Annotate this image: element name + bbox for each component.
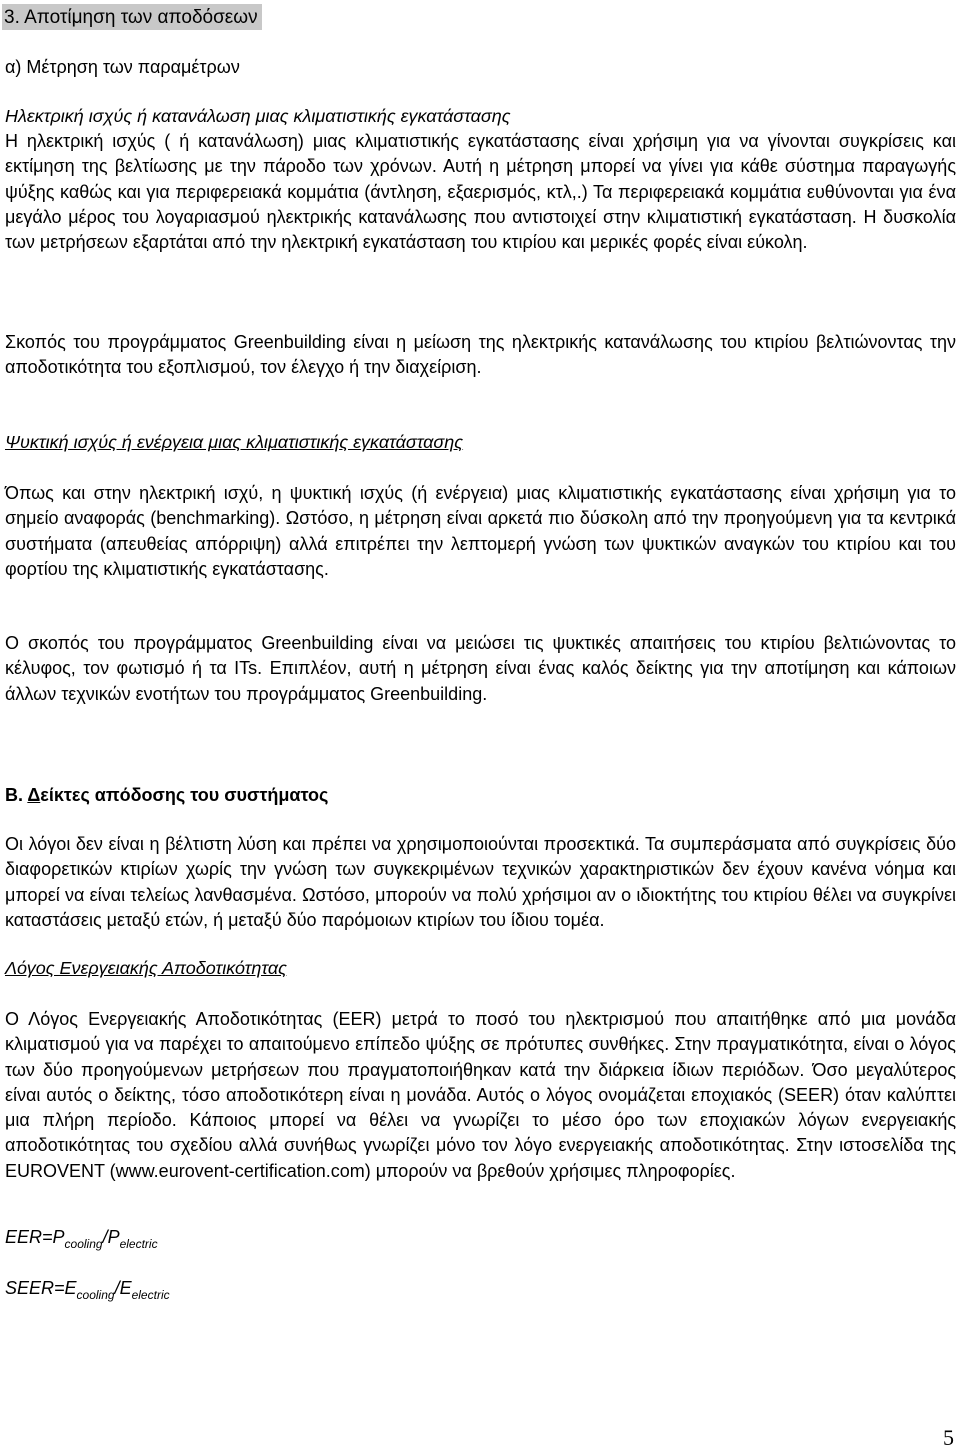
formula-seer-mid: /E xyxy=(114,1278,132,1298)
section-title: 3. Αποτίμηση των αποδόσεων xyxy=(2,4,262,30)
paragraph-greenbuilding-electric: Σκοπός του προγράμματος Greenbuilding είναι η μείωση της ηλεκτρικής κατανάλωσης του κτιρίου βελτιώνοντας την αποδοτικότητα του εξοπλισμού, τον έλεγχο ή την διαχείριση. xyxy=(5,332,956,378)
formula-eer xyxy=(5,1225,158,1256)
cooling-power-heading: Ψυκτική ισχύς ή ενέργεια μιας κλιματιστικής εγκατάστασης xyxy=(5,432,464,452)
formula-seer xyxy=(5,1276,170,1307)
section-b-heading xyxy=(5,783,328,807)
section-b-title: είκτες απόδοσης του συστήματος xyxy=(40,785,329,805)
formula-eer-lhs: EER=P xyxy=(5,1227,65,1247)
section-b-prefix: Β. xyxy=(5,785,28,805)
paragraph-electric-power: Η ηλεκτρική ισχύς ( ή κατανάλωση) μιας κλιματιστικής εγκατάστασης είναι χρήσιμη για να γίνονται συγκρίσεις και εκτίμηση της βελτίωσης με την πάροδο των χρόνων. Αυτή η μέτρηση μπορεί να γίνει για κάθε σύστημα παραγωγής ψύξης καθώς και για περιφερειακά κομμάτια (άντληση, εξαερισμός, κτλ,.) Τα περιφερειακά κομμάτια ευθύνονται για ένα μεγάλο μέρος του λογαριασμού ηλεκτρικής κατανάλωσης που αντιστοιχεί στην κλιματιστική εγκατάσταση. Η δυσκολία των μετρήσεων εξαρτάται από την ηλεκτρική εγκατάσταση του κτιρίου και μερικές φορές είναι εύκολη. xyxy=(5,131,956,253)
formula-seer-sub-electric: electric xyxy=(131,1288,170,1302)
page-number: 5 xyxy=(943,1425,954,1450)
electric-power-heading: Ηλεκτρική ισχύς ή κατανάλωση μιας κλιματιστικής εγκατάστασης xyxy=(5,106,511,126)
subsection-a-heading: α) Μέτρηση των παραμέτρων xyxy=(5,57,240,77)
formula-eer-mid: /P xyxy=(102,1227,120,1247)
formula-seer-sub-cooling: cooling xyxy=(76,1288,115,1302)
eer-heading: Λόγος Ενεργειακής Αποδοτικότητας xyxy=(5,958,287,978)
paragraph-eer: Ο Λόγος Ενεργειακής Αποδοτικότητας (EER) μετρά το ποσό του ηλεκτρισμού που απαιτήθηκε από μια μονάδα κλιματισμού για να παρέχει το απαιτούμενο επίπεδο ψύξης σε πρότυπες συνθήκες. Στην πραγματικότητα, είναι ο λόγος των δύο προηγούμενων μετρήσεων που πραγματοποιήθηκαν κατά την διάρκεια ίδιων περιόδων. Όσο μεγαλύτερος είναι αυτός ο δείκτης, τόσο αποδοτικότερη είναι η μονάδα. Αυτός ο λόγος ονομάζεται εποχιακός (SEER) όταν καλύπτει μια πλήρη περίοδο. Κάποιος μπορεί να θέλει να γνωρίζει το μέσο όρο των εποχιακών λόγων ενεργειακής αποδοτικότητας του σχεδίου αλλά συνήθως γνωρίζει μόνο τον λόγο ενεργειακής αποδοτικότητας. Στην ιστοσελίδα της EUROVENT (www.eurovent-certification.com) μπορούν να βρεθούν χρήσιμες πληροφορίες. xyxy=(5,1009,956,1181)
section-b-first-letter: Δ xyxy=(27,785,41,805)
paragraph-cooling-power: Όπως και στην ηλεκτρική ισχύ, η ψυκτική ισχύς (ή ενέργεια) μιας κλιματιστικής εγκατάστασης είναι χρήσιμη για το σημείο αναφοράς (benchmarking). Ωστόσο, η μέτρηση είναι αρκετά πιο δύσκολη από την προηγούμενη για τα κεντρικά συστήματα (απευθείας απόρριψη) αλλά επιτρέπει την λεπτομερή γνώση των ψυκτικών αναγκών του κτιρίου και του φορτίου της κλιματιστικής εγκατάστασης. xyxy=(5,483,956,579)
paragraph-ratios: Οι λόγοι δεν είναι η βέλτιστη λύση και πρέπει να χρησιμοποιούνται προσεκτικά. Τα συμπεράσματα από συγκρίσεις δύο διαφορετικών κτιρίων χωρίς την γνώση των συγκεκριμένων τεχνικών χαρακτηριστικών δεν έχουν κανένα νόημα και μπορεί να είναι τελείως λανθασμένα. Ωστόσο, μπορούν να πολύ χρήσιμοι αν ο ιδιοκτήτης του κτιρίου θέλει να συγκρίνει καταστάσεις μεταξύ ετών, ή μεταξύ δύο παρόμοιων κτιρίων του ίδιου τομέα. xyxy=(5,834,956,930)
formula-seer-lhs: SEER=E xyxy=(5,1278,77,1298)
formula-eer-sub-cooling: cooling xyxy=(64,1237,103,1251)
document-page xyxy=(4,0,956,1302)
formula-eer-sub-electric: electric xyxy=(119,1237,158,1251)
paragraph-greenbuilding-cooling: Ο σκοπός του προγράμματος Greenbuilding είναι να μειώσει τις ψυκτικές απαιτήσεις του κτιρίου βελτιώνοντας το κέλυφος, τον φωτισμό ή τα ITs. Επιπλέον, αυτή η μέτρηση είναι ένας καλός δείκτης για την αποτίμηση και κάποιων άλλων τεχνικών ενοτήτων του προγράμματος Greenbuilding. xyxy=(5,633,956,704)
